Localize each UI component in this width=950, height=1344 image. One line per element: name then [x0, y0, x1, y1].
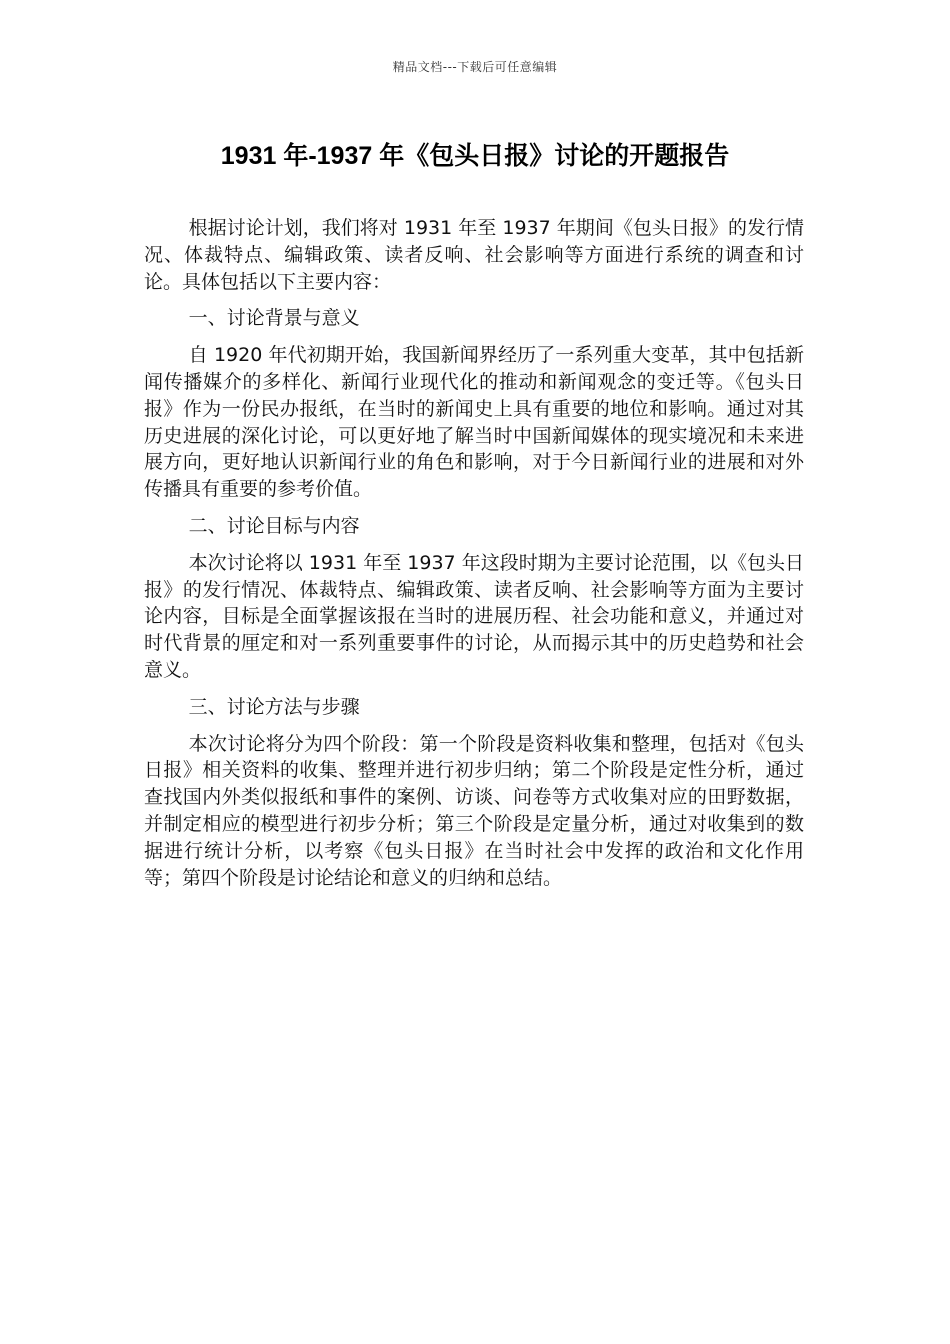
section-body-methods: 本次讨论将分为四个阶段：第一个阶段是资料收集和整理，包括对《包头日报》相关资料的收集、整理并进行初步归纳；第二个阶段是定性分析，通过查找国内外类似报纸和事件的案例、访谈、问卷等方式收集对应的田野数据，并制定相应的模型进行初步分析；第三个阶段是定量分析，通过对收集到的数据进行统计分析，以考察《包头日报》在当时社会中发挥的政治和文化作用等；第四个阶段是讨论结论和意义的归纳和总结。: [144, 732, 804, 889]
document-title: 1931 年-1937 年《包头日报》讨论的开题报告: [220, 142, 730, 170]
section-body-goals: 本次讨论将以 1931 年至 1937 年这段时期为主要讨论范围，以《包头日报》的发行情况、体裁特点、编辑政策、读者反响、社会影响等方面为主要讨论内容，目标是全面掌握该报在当时的进展历程、社会功能和意义，并通过对时代背景的厘定和对一系列重要事件的讨论，从而揭示其中的历史趋势和社会意义。: [144, 551, 804, 681]
intro-paragraph: 根据讨论计划，我们将对 1931 年至 1937 年期间《包头日报》的发行情况、体裁特点、编辑政策、读者反响、社会影响等方面进行系统的调查和讨论。具体包括以下主要内容：: [144, 217, 804, 293]
page-header: 精品文档---下载后可任意编辑: [392, 60, 558, 74]
section-heading-methods: 三、讨论方法与步骤: [188, 695, 360, 718]
document-body: [144, 215, 804, 901]
section-body-background: 自 1920 年代初期开始，我国新闻界经历了一系列重大变革，其中包括新闻传播媒介的多样化、新闻行业现代化的推动和新闻观念的变迁等。《包头日报》作为一份民办报纸，在当时的新闻史上具有重要的地位和影响。通过对其历史进展的深化讨论，可以更好地了解当时中国新闻媒体的现实境况和未来进展方向，更好地认识新闻行业的角色和影响，对于今日新闻行业的进展和对外传播具有重要的参考价值。: [144, 344, 804, 501]
section-heading-goals: 二、讨论目标与内容: [188, 514, 360, 537]
section-heading-background: 一、讨论背景与意义: [188, 307, 360, 330]
